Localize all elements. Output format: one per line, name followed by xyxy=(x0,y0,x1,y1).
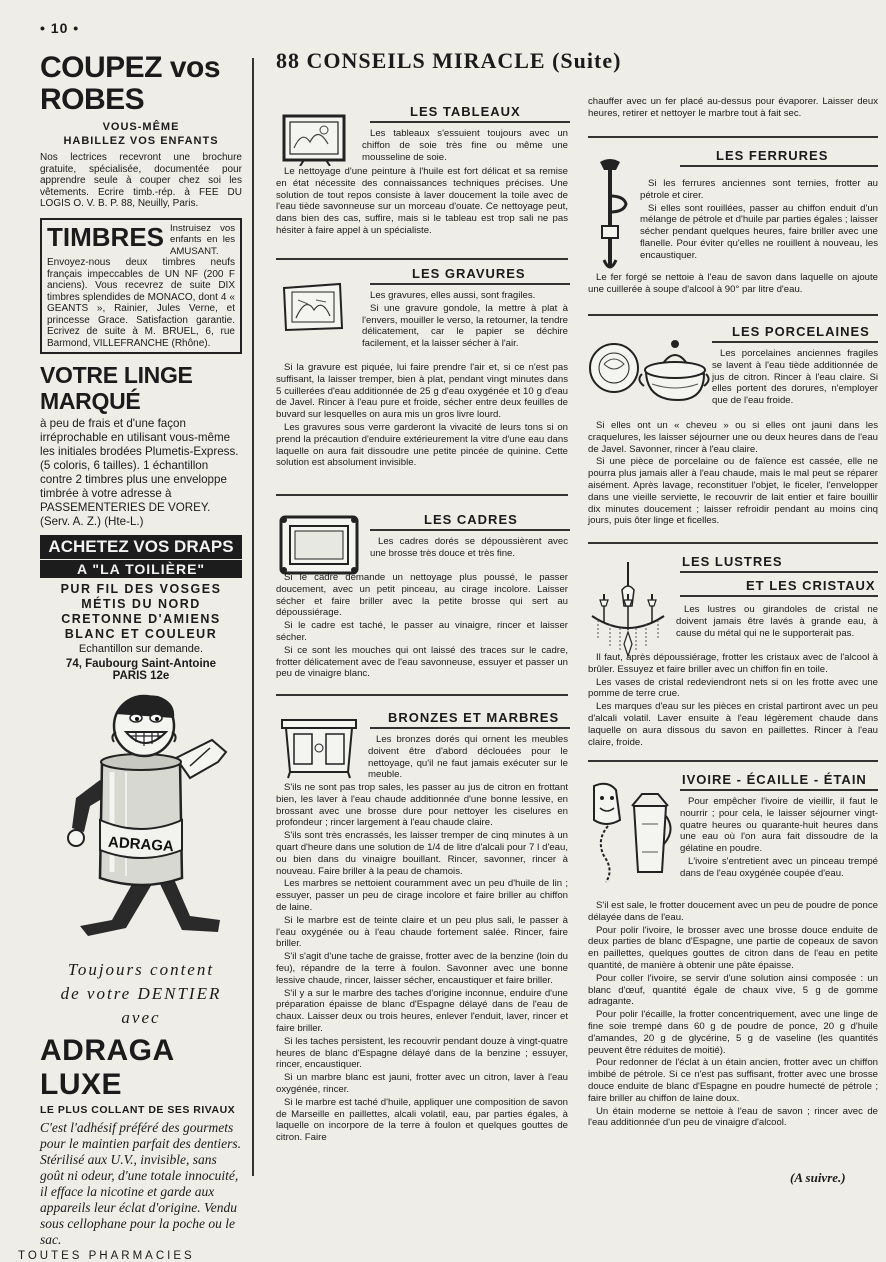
lustres-intro xyxy=(676,604,878,640)
section-divider xyxy=(588,136,878,138)
ferrures-body xyxy=(588,272,878,297)
section-title-cristaux: ET LES CRISTAUX xyxy=(746,578,876,593)
paragraph: Si une gravure gondole, la mettre à plat à l'envers, mouiller le verso, la retourner, la tendre délicatement, car le papier se déchire facilement, et la laisser sécher à l'air. xyxy=(362,302,568,350)
section-underline xyxy=(680,595,878,597)
paragraph: chauffer avec un fer placé au-dessus pour évaporer. Laisser deux heures, retirer et nettoyer le marbre tout à fait sec. xyxy=(588,96,878,119)
paragraph: Si une pièce de porcelaine ou de faïence est cassée, elle ne pourra plus jamais aller à l'eau chaude, mais le mal peut se réparer aisément. Après lavage, reconstituer l'objet, le ficeler, l'envelopper dans une vieille serviette, le recouvrir de lait entier et faire bouillir dix minutes doucement ; laisser refroidir pendant au moins cinq jours, puis ôter linge et ficelles. xyxy=(588,456,878,527)
tableaux-body xyxy=(276,166,568,238)
adraga-brand: ADRAGA LUXE xyxy=(40,1034,174,1101)
ad-adraga xyxy=(18,960,242,1262)
ad-toiliere-bar2: A "LA TOILIÈRE" xyxy=(40,560,242,578)
section-divider xyxy=(588,314,878,316)
section-title-porcelaines: LES PORCELAINES xyxy=(732,324,870,339)
ad-timbres-side: Instruisez vos enfants en les AMUSANT. xyxy=(170,222,235,257)
porcelain-illustration xyxy=(586,330,710,406)
ivory-pewter-illustration xyxy=(586,780,674,884)
section-underline xyxy=(370,727,570,729)
ad-toiliere-line: BLANC ET COULEUR xyxy=(64,627,218,641)
paragraph: Pour redonner de l'éclat à un étain ancien, frotter avec un chiffon imbibé de pétrole. Si ce n'est pas suffisant, frotter avec une brosse douce enduite de blanc d'Espagne en poudre humecté de pétrole ; faire briller au chiffon de laine doux. xyxy=(588,1057,878,1104)
chandelier-illustration xyxy=(586,560,670,660)
section-title-ivoire: IVOIRE - ÉCAILLE - ÉTAIN xyxy=(682,772,867,787)
gravures-intro xyxy=(362,290,568,351)
paragraph: Pour coller l'ivoire, se servir d'une solution ainsi composée : un blanc d'œuf, quantité égale de chaux vive, 5 g de gomme adragante. xyxy=(588,972,878,1008)
section-underline xyxy=(370,283,570,285)
ad-linge xyxy=(40,362,242,529)
paragraph: Si ce sont les mouches qui ont laissé des traces sur le cadre, frotter délicatement avec de l'eau savonneuse, essuyer et passer un peu de vinaigre blanc. xyxy=(276,644,568,680)
section-title-cadres: LES CADRES xyxy=(424,512,518,527)
paragraph: Pour empêcher l'ivoire de vieillir, il faut le nourrir ; pour cela, le laisser séjourner vingt-quatre heures ou quarante-huit heures dans une eau où l'on aura fait dissoudre de la gélatine en poudre. xyxy=(680,796,878,855)
ad-timbres-headline: TIMBRES xyxy=(47,221,164,252)
adraga-mascot-illustration xyxy=(40,688,242,950)
paragraph: S'il s'agit d'une tache de graisse, frotter avec de la benzine (loin du feu), répandre de la terre à foulon. Savonner avec une bonne lessive chaude, rincer, laisser sécher, encaustiquer et faire briller. xyxy=(276,951,568,986)
section-title-bronzes: BRONZES ET MARBRES xyxy=(388,710,560,725)
paragraph: Si les taches persistent, les recouvrir pendant douze à vingt-quatre heures de blanc d'Espagne délayé dans de la benzine ; essuyer, rincer, encaustiquer. xyxy=(276,1035,568,1071)
adraga-slogan-1: Toujours content xyxy=(67,960,215,979)
paragraph: Si les ferrures anciennes sont ternies, frotter au pétrole et cirer. xyxy=(640,178,878,201)
paragraph: Le fer forgé se nettoie à l'eau de savon dans laquelle on ajoute une cuillerée à soupe d'alcool à 90° par litre d'eau. xyxy=(588,272,878,295)
adraga-tagline: LE PLUS COLLANT DE SES RIVAUX xyxy=(40,1104,236,1116)
lustres-body xyxy=(588,652,878,749)
ad-timbres xyxy=(40,218,242,355)
ad-toiliere xyxy=(40,535,242,682)
paragraph: Le nettoyage d'une peinture à l'huile est fort délicat et sa remise en état nécessite des connaissances techniques précises. Une solution de tout repos consiste à laver doucement la toile avec de l'eau tiède savonneuse sur un morceau d'ouate. Ce nettoyage peut, dans bien des cas, suffire, mais si le tableau est trop sali ne pas hésiter à faire appel à un spécialiste. xyxy=(276,166,568,236)
cadres-intro xyxy=(370,536,568,561)
section-title-tableaux: LES TABLEAUX xyxy=(410,104,521,119)
page-title: 88 CONSEILS MIRACLE (Suite) xyxy=(276,48,622,73)
paragraph: Les cadres dorés se dépoussièrent avec une brosse très douce et très fine. xyxy=(370,536,568,559)
ivoire-body xyxy=(588,900,878,1130)
ad-toiliere-line: CRETONNE D'AMIENS xyxy=(61,612,221,626)
continuation-text xyxy=(588,96,878,121)
paragraph: Si le marbre est de teinte claire et un peu plus sali, le passer à l'eau oxygénée ou à l'eau chaude fortement salée. Rincer, faire briller. xyxy=(276,914,568,950)
paragraph: Pour polir l'ivoire, le brosser avec une brosse douce enduite de deux parties de blanc d'Espagne, une partie de copeaux de savon en paillettes, quelques gouttes de citron dans de l'eau en petite quantité, de manière à obtenir une pâte épaisse. xyxy=(588,924,878,971)
section-title-gravures: LES GRAVURES xyxy=(412,266,526,281)
ad-toiliere-line: MÉTIS DU NORD xyxy=(81,597,201,611)
paragraph: Les gravures, elles aussi, sont fragiles. xyxy=(370,290,536,301)
ad-robes-headline: COUPEZ vos ROBES xyxy=(40,51,221,116)
paragraph: Les marbres se nettoient couramment avec un peu d'huile de lin ; essuyer, passer un peu de cirage incolore et faire briller au chiffon de laine. xyxy=(276,878,568,913)
paragraph: S'il y a sur le marbre des taches d'origine inconnue, enduire d'une préparation épaisse de blanc d'Espagne délayé dans de l'eau de chaux. Laisser deux ou trois heures, enlever l'enduit, laver, rincer et faire briller. xyxy=(276,987,568,1034)
gravures-body xyxy=(276,362,568,470)
paragraph: Si le cadre demande un nettoyage plus poussé, le passer doucement, avec un petit pinceau, au cirage incolore. Laisser sécher et faire briller avec la petite brosse qui sert au dépoussiérage. xyxy=(276,572,568,619)
porcelaines-intro xyxy=(712,348,878,408)
engraving-illustration xyxy=(280,280,346,334)
paragraph: S'ils ne sont pas trop sales, les passer au jus de citron en frottant bien, les laver à l'eau chaude additionnée d'une bonne lessive, en brossant avec une brosse dure pour nettoyer les ciselures en profondeur ; rincer largement à l'eau chaude claire. xyxy=(276,782,568,829)
ad-linge-body: à peu de frais et d'une façon irréprochable en utilisant vous-même les initiales brodées Plumetis-Express. (5 coloris, 6 tailles). 1 échantillon contre 2 timbres plus une enveloppe timbrée à votre adresse à PASSEMENTERIES DE VOREY. (Serv. A. Z.) (Hte-L.) xyxy=(40,417,239,528)
hinge-illustration xyxy=(590,156,632,274)
tableaux-intro xyxy=(362,128,568,164)
paragraph: Les bronzes dorés qui ornent les meubles doivent être d'abord déclouées pour le nettoyage, qu'il ne faut jamais exécuter sur le meuble. xyxy=(368,734,568,781)
paragraph: Si elles ont un « cheveu » ou si elles ont jauni dans les craquelures, les laisser séjourner une ou deux heures dans de l'eau de Javel. Savonner, rincer à l'eau claire. xyxy=(588,420,878,455)
bronzes-body xyxy=(276,782,568,1145)
paragraph: Si elles sont rouillées, passer au chiffon enduit d'un mélange de pétrole et d'huile par parties égales ; laisser sécher pendant quelques heures, faire briller avec une flanelle. Pour éviter qu'elles ne rouillent à nouveau, les encaustiquer. xyxy=(640,202,878,261)
paragraph: Il faut, après dépoussiérage, frotter les cristaux avec de l'alcool à brûler. Essuyez et faire briller avec un chiffon fin en toile. xyxy=(588,652,878,675)
section-divider xyxy=(588,542,878,544)
section-underline xyxy=(680,789,878,791)
ad-toiliere-line: PUR FIL DES VOSGES xyxy=(60,582,222,596)
ad-toiliere-bar1: ACHETEZ VOS DRAPS xyxy=(40,535,242,559)
paragraph: Les gravures sous verre garderont la vivacité de leurs tons si on prend la précaution d'enduire extérieurement la vitre d'une eau dans laquelle on aura fait dissoudre une petite pincée de quinine. Cette solution est absolument invisible. xyxy=(276,421,568,469)
paragraph: Les marques d'eau sur les pièces en cristal partiront avec un peu d'alcali volatil. Laver ensuite à l'eau légèrement chaude dans laquelle on aura dissous du savon en paillettes. Rincer à l'eau claire, froide. xyxy=(588,701,878,748)
section-divider xyxy=(588,760,878,762)
ad-toiliere-city: PARIS 12e xyxy=(112,670,170,682)
ferrures-intro xyxy=(640,178,878,263)
section-divider xyxy=(276,258,568,260)
paragraph: L'ivoire s'entretient avec un pinceau trempé dans de l'eau oxygénée coupée d'eau. xyxy=(680,855,878,879)
paragraph: Les lustres ou girandoles de cristal ne doivent jamais être lavés à grande eau, à cause du métal qui ne le supporterait pas. xyxy=(676,604,878,639)
ad-robes-body: Nos lectrices recevront une brochure gratuite, spécialisée, documentée pour apprendre seule à couper chez soi les vêtements. Ecrire timb.-rép. à FEE DU LOGIS O. V. B. P. 88, Neuilly, Paris. xyxy=(40,152,242,209)
ad-toiliere-address: 74, Faubourg Saint-Antoine xyxy=(65,658,217,670)
cadres-body xyxy=(276,572,568,681)
painting-illustration xyxy=(280,112,348,166)
paragraph: Les vases de cristal redeviendront nets si on les frotte avec une pomme de terre crue. xyxy=(588,676,878,700)
paragraph: Pour polir l'écaille, la frotter concentriquement, avec une linge de fine soie trempé dans 60 g de poudre de ponce, 20 g d'huile d'amandes, 20 g de glycérine, 5 g de vaseline (les quantités peuvent être réduites de moitié). xyxy=(588,1009,878,1056)
section-divider xyxy=(276,494,568,496)
to-be-continued: (A suivre.) xyxy=(790,1170,846,1185)
paragraph: Les porcelaines anciennes fragiles se lavent à l'eau tiède additionnée de jus de citron. Rincer à l'eau claire. Si elles portent des dorures, n'employer que de l'eau froide. xyxy=(712,348,878,407)
ad-robes-sub1: VOUS-MÊME xyxy=(102,121,180,133)
frame-illustration xyxy=(278,514,360,576)
ad-timbres-body: Envoyez-nous deux timbres neufs français impeccables de UN NF (200 F anciens). Vous recevrez de suite DIX timbres splendides de MONACO, dont 4 « GEANTS », Rainier, Jules Verne, et princesse Grace. Satisfaction garantie. Ecrivez de suite à M. BRUEL, 6, rue Barmond, VILLEFRANCHE (Rhône). xyxy=(47,257,235,349)
ad-robes-sub2: HABILLEZ VOS ENFANTS xyxy=(63,135,219,147)
paragraph: Si le marbre est taché d'huile, appliquer une composition de savon de Marseille en paillettes, alcali volatil, eau, par parties égales, à laquelle on incorpore de la terre à foulon et quelques gouttes de citron. Faire xyxy=(276,1096,568,1144)
ads-column xyxy=(18,51,242,1262)
ad-robes xyxy=(40,52,242,210)
section-underline xyxy=(680,165,878,167)
furniture-illustration xyxy=(278,714,360,780)
paragraph: S'il est sale, le frotter doucement avec un peu de poudre de ponce délayée dans de l'eau. xyxy=(588,900,878,923)
adraga-can-label: ADRAGA xyxy=(107,833,175,856)
section-title-lustres: LES LUSTRES xyxy=(682,554,783,569)
ad-toiliere-sample: Echantillon sur demande. xyxy=(78,643,204,655)
section-underline xyxy=(370,121,570,123)
paragraph: Si la gravure est piquée, lui faire prendre l'air et, si ce n'est pas suffisant, la laisser tremper, bien à plat, pendant vingt minutes dans 5 cuillerées d'eau additionnée de 25 g d'eau oxygénée et 10 g d'eau de Javel. Rincer à l'eau pure et froide, sécher entre deux feuilles de buvard sur lesquelles on aura mis un gros livre lourd. xyxy=(276,362,568,421)
section-title-ferrures: LES FERRURES xyxy=(716,148,829,163)
adraga-footer: TOUTES PHARMACIES xyxy=(18,1250,195,1262)
section-underline xyxy=(370,529,570,531)
paragraph: S'ils sont très encrassés, les laisser tremper de cinq minutes à un quart d'heure dans une solution de 1/4 de litre d'alcali pour 7 l d'eau, ou bien dans du vinaigre bouillant. Rincer, savonner, rincer à nouveau. Faire briller à la peau de chamois. xyxy=(276,830,568,877)
ivoire-intro xyxy=(680,796,878,881)
section-underline xyxy=(680,571,878,573)
paragraph: Les tableaux s'essuient toujours avec un chiffon de soie très fine ou même une mousseline de soie. xyxy=(362,128,568,163)
paragraph: Un étain moderne se nettoie à l'eau de savon ; rincer avec de l'eau additionnée d'un peu de vinaigre d'alcool. xyxy=(588,1105,878,1129)
paragraph: Si le cadre est taché, le passer au vinaigre, rincer et laisser sécher. xyxy=(276,620,568,643)
section-divider xyxy=(276,694,568,696)
porcelaines-body xyxy=(588,420,878,528)
adraga-slogan-3: avec xyxy=(121,1008,161,1027)
ad-linge-headline: VOTRE LINGE MARQUÉ xyxy=(40,362,193,414)
paragraph: Si un marbre blanc est jauni, frotter avec un citron, laver à l'eau oxygénée, rincer. xyxy=(276,1072,568,1095)
section-underline xyxy=(712,341,878,343)
adraga-slogan-2: de votre DENTIER xyxy=(60,984,222,1003)
column-divider xyxy=(252,58,254,1176)
adraga-body: C'est l'adhésif préféré des gourmets pour le maintien parfait des dentiers. Stérilisé aux U.V., invisible, sans goût ni odeur, d'une totale innocuité, il efface la nicotine et garde aux appareils leur éclat d'origine. Vendu sous cellophane pour la poche ou le sac. xyxy=(40,1120,241,1247)
bronzes-intro xyxy=(368,734,568,782)
page-number: • 10 • xyxy=(40,20,80,36)
